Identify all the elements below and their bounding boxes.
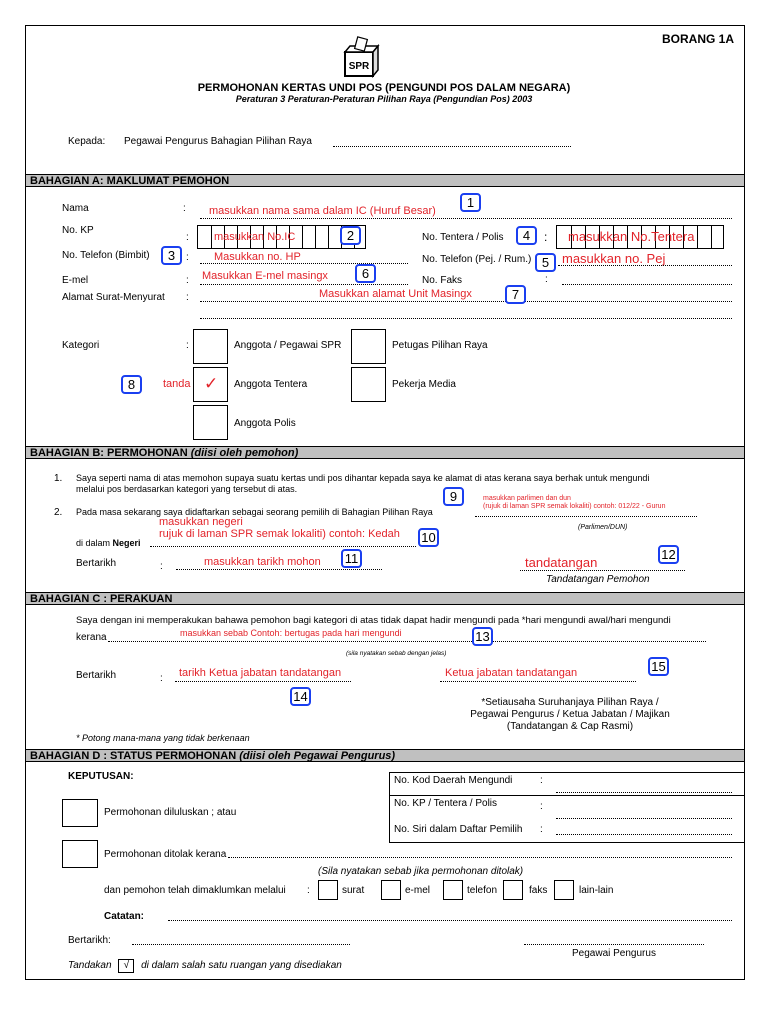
b-bertarikh-label: Bertarikh: [76, 558, 117, 569]
d-lain-label: lain-lain: [579, 885, 614, 896]
nama-field[interactable]: [200, 218, 732, 219]
c-bertarikh-label: Bertarikh: [76, 670, 117, 681]
b-tarikh-hint: masukkan tarikh mohon: [204, 556, 321, 568]
faks-label: No. Faks: [422, 275, 463, 286]
d-bertarikh-field[interactable]: [132, 944, 350, 945]
alamat-field-1[interactable]: [200, 301, 732, 302]
kepada-line[interactable]: [333, 146, 571, 147]
colon: :: [186, 292, 189, 303]
nokp-label: No. KP: [62, 225, 94, 236]
emel-field[interactable]: [200, 284, 408, 285]
c-sebab-hint: masukkan sebab Contoh: bertugas pada hari mengundi: [180, 628, 402, 638]
b-ttd-caption: Tandatangan Pemohon: [546, 574, 650, 585]
emel-hint: Masukkan E-mel masingx: [202, 270, 328, 282]
tentera-label: No. Tentera / Polis: [422, 232, 504, 243]
d-tandakan: [68, 959, 342, 973]
cat-media-label: Pekerja Media: [392, 379, 456, 390]
d-surat-checkbox[interactable]: [318, 880, 338, 900]
emel-label: E-mel: [62, 275, 89, 286]
d-kod-field[interactable]: [556, 792, 732, 793]
d-pegawai-sign-field[interactable]: [524, 944, 704, 945]
colon: :: [540, 775, 543, 786]
parlimen-field[interactable]: [475, 516, 697, 517]
colon: :: [545, 274, 548, 285]
alamat-field-2[interactable]: [200, 318, 732, 319]
telbimbit-label: No. Telefon (Bimbit): [62, 250, 150, 261]
d-lulus-label: Permohonan diluluskan ; atau: [104, 807, 237, 818]
colon: :: [307, 885, 310, 896]
tentera-hint: masukkan No.Tentera: [568, 229, 695, 244]
d-pegawai-label: Pegawai Pengurus: [572, 948, 656, 959]
colon: :: [186, 275, 189, 286]
alamat-hint: Masukkan alamat Unit Masingx: [319, 288, 472, 300]
colon: :: [544, 230, 548, 244]
section-a-heading: BAHAGIAN A: MAKLUMAT PEMOHON: [26, 174, 744, 187]
negeri-hint-2: rujuk di laman SPR semak lokaliti) contoh: Kedah: [159, 528, 400, 540]
tag-11: 11: [341, 549, 362, 568]
tag-6: 6: [355, 264, 376, 283]
parlimen-caption: (Parlimen/DUN): [578, 524, 628, 531]
d-bertarikh-label: Bertarikh:: [68, 935, 111, 946]
telpej-label: No. Telefon (Pej. / Rum.): [422, 254, 532, 265]
tag-9: 9: [443, 487, 464, 506]
section-b-note: (diisi oleh pemohon): [190, 447, 299, 459]
b-p1-line2: melalui pos berdasarkan kategori yang tersebut di atas.: [76, 484, 298, 494]
negeri-label: [76, 538, 141, 548]
c-tarikh-field[interactable]: [175, 681, 351, 682]
c-sign1: *Setiausaha Suruhanjaya Pilihan Raya /: [481, 697, 659, 708]
d-tolak-label: Permohonan ditolak kerana: [104, 849, 227, 860]
form-subtitle: Peraturan 3 Peraturan-Peraturan Pilihan Raya (Pengundian Pos) 2003: [235, 94, 533, 104]
c-line1: Saya dengan ini memperakukan bahawa pemohon bagi kategori di atas tidak dapat hadir mengundi pada *hari mengundi awal/hari mengundi: [76, 615, 671, 626]
d-telefon-label: telefon: [467, 885, 498, 896]
d-faks-checkbox[interactable]: [503, 880, 523, 900]
kepada-label: Kepada:: [68, 136, 106, 147]
colon: :: [186, 232, 189, 243]
section-b-heading: [26, 446, 744, 459]
d-tandakan-word: Tandakan: [68, 960, 112, 971]
check-mark: ✓: [204, 374, 219, 393]
b-p1-line1: Saya seperti nama di atas memohon supaya suatu kertas undi pos dihantar kepada saya ke alamat di atas kerana saya berhak untuk mengundi: [76, 473, 650, 483]
d-telefon-checkbox[interactable]: [443, 880, 463, 900]
colon: :: [183, 203, 186, 214]
tag-14: 14: [290, 687, 311, 706]
d-kp-field[interactable]: [556, 818, 732, 819]
b-tarikh-field[interactable]: [176, 569, 382, 570]
tag-3: 3: [161, 246, 182, 265]
c-sebab-caption: (sila nyatakan sebab dengan jelas): [346, 650, 447, 657]
cat-polis-checkbox[interactable]: [193, 405, 228, 440]
c-footnote: * Potong mana-mana yang tidak berkenaan: [76, 733, 250, 743]
d-siri-label: No. Siri dalam Daftar Pemilih: [394, 824, 523, 835]
b-ttd-hint: tandatangan: [525, 555, 598, 570]
section-c-heading: BAHAGIAN C : PERAKUAN: [26, 592, 744, 605]
nama-hint: masukkan nama sama dalam IC (Huruf Besar): [209, 205, 436, 217]
d-kod-label: No. Kod Daerah Mengundi: [394, 775, 513, 786]
d-lulus-checkbox[interactable]: [62, 799, 98, 827]
c-kerana-label: kerana: [76, 632, 107, 643]
tag-15: 15: [648, 657, 669, 676]
d-tolak-field[interactable]: [228, 857, 732, 858]
d-tolak-checkbox[interactable]: [62, 840, 98, 868]
form-title: PERMOHONAN KERTAS UNDI POS (PENGUNDI POS DALAM NEGARA): [197, 82, 571, 94]
negeri-prefix: di dalam: [76, 538, 111, 548]
d-emel-label: e-mel: [405, 885, 431, 896]
section-b-title: BAHAGIAN B: PERMOHONAN: [30, 447, 188, 459]
colon: :: [186, 340, 189, 351]
tick-box-icon: √: [118, 959, 134, 973]
cat-tentera-checkbox[interactable]: [193, 367, 228, 402]
b-p2-line: Pada masa sekarang saya didaftarkan sebagai seorang pemilih di Bahagian Pilihan Raya: [76, 507, 433, 517]
cat-petugas-label: Petugas Pilihan Raya: [392, 340, 488, 351]
d-catatan-label: Catatan:: [104, 911, 145, 922]
telbimbit-field[interactable]: [200, 263, 408, 264]
section-d-title: BAHAGIAN D : STATUS PERMOHONAN: [30, 750, 237, 762]
telpej-field[interactable]: [558, 265, 732, 266]
d-faks-label: faks: [529, 885, 548, 896]
telpej-hint: masukkan no. Pej: [562, 251, 666, 266]
section-d-heading: [26, 749, 744, 762]
colon: :: [160, 673, 163, 684]
negeri-bold: Negeri: [112, 538, 141, 548]
c-ttd-field[interactable]: [440, 681, 636, 682]
negeri-field[interactable]: [150, 546, 416, 547]
colon: :: [540, 801, 543, 812]
d-tandakan-rest: di dalam salah satu ruangan yang disediakan: [141, 960, 342, 971]
c-sebab-field[interactable]: [108, 641, 706, 642]
c-sign3: (Tandatangan & Cap Rasmi): [506, 721, 634, 732]
cat-tentera-label: Anggota Tentera: [234, 379, 308, 390]
parlimen-hint-2: (rujuk di laman SPR semak lokaliti) contoh: 012/22 - Gurun: [483, 503, 666, 510]
form-code: BORANG 1A: [662, 32, 735, 46]
d-catatan-field[interactable]: [168, 920, 732, 921]
nama-label: Nama: [62, 203, 89, 214]
d-maklum-label: dan pemohon telah dimaklumkan melalui: [104, 885, 286, 896]
cat-polis-label: Anggota Polis: [234, 418, 296, 429]
logo-text: SPR: [348, 61, 370, 72]
d-surat-label: surat: [342, 885, 365, 896]
tanda-hint: tanda: [163, 378, 191, 390]
d-siri-field[interactable]: [556, 834, 732, 835]
kategori-label: Kategori: [62, 340, 100, 351]
spr-logo: [342, 36, 380, 80]
section-d-note: (diisi oleh Pegawai Pengurus): [239, 750, 396, 762]
b-p2-num: 2.: [54, 507, 63, 518]
tag-1: 1: [460, 193, 481, 212]
d-lain-checkbox[interactable]: [554, 880, 574, 900]
cat-media-checkbox[interactable]: [351, 367, 386, 402]
d-keputusan: KEPUTUSAN:: [68, 771, 134, 782]
tag-2: 2: [340, 226, 361, 245]
telbimbit-hint: Masukkan no. HP: [214, 251, 301, 263]
tag-7: 7: [505, 285, 526, 304]
colon: :: [186, 252, 189, 263]
alamat-label: Alamat Surat-Menyurat: [62, 292, 165, 303]
cat-spr-label: Anggota / Pegawai SPR: [234, 340, 342, 351]
tag-8: 8: [121, 375, 142, 394]
negeri-hint-1: masukkan negeri: [159, 516, 243, 528]
b-p1-num: 1.: [54, 473, 63, 484]
tag-4: 4: [516, 226, 537, 245]
nokp-hint: masukkan No.IC: [214, 231, 296, 243]
faks-field[interactable]: [562, 284, 732, 285]
c-sign2: Pegawai Pengurus / Ketua Jabatan / Majikan: [470, 709, 670, 720]
tag-13: 13: [472, 627, 493, 646]
d-emel-checkbox[interactable]: [381, 880, 401, 900]
d-sebab-caption: (Sila nyatakan sebab jika permohonan ditolak): [318, 866, 524, 877]
tag-5: 5: [535, 253, 556, 272]
b-ttd-field[interactable]: [520, 570, 685, 571]
colon: :: [160, 561, 163, 572]
colon: :: [540, 824, 543, 835]
parlimen-hint-1: masukkan parlimen dan dun: [483, 495, 571, 502]
tag-12: 12: [658, 545, 679, 564]
kepada-value: Pegawai Pengurus Bahagian Pilihan Raya: [124, 136, 312, 147]
c-ttd-hint: Ketua jabatan tandatangan: [445, 667, 578, 679]
cat-spr-checkbox[interactable]: [193, 329, 228, 364]
tag-10: 10: [418, 528, 439, 547]
d-kp-label: No. KP / Tentera / Polis: [394, 798, 498, 809]
cat-petugas-checkbox[interactable]: [351, 329, 386, 364]
c-tarikh-hint: tarikh Ketua jabatan tandatangan: [179, 667, 342, 679]
